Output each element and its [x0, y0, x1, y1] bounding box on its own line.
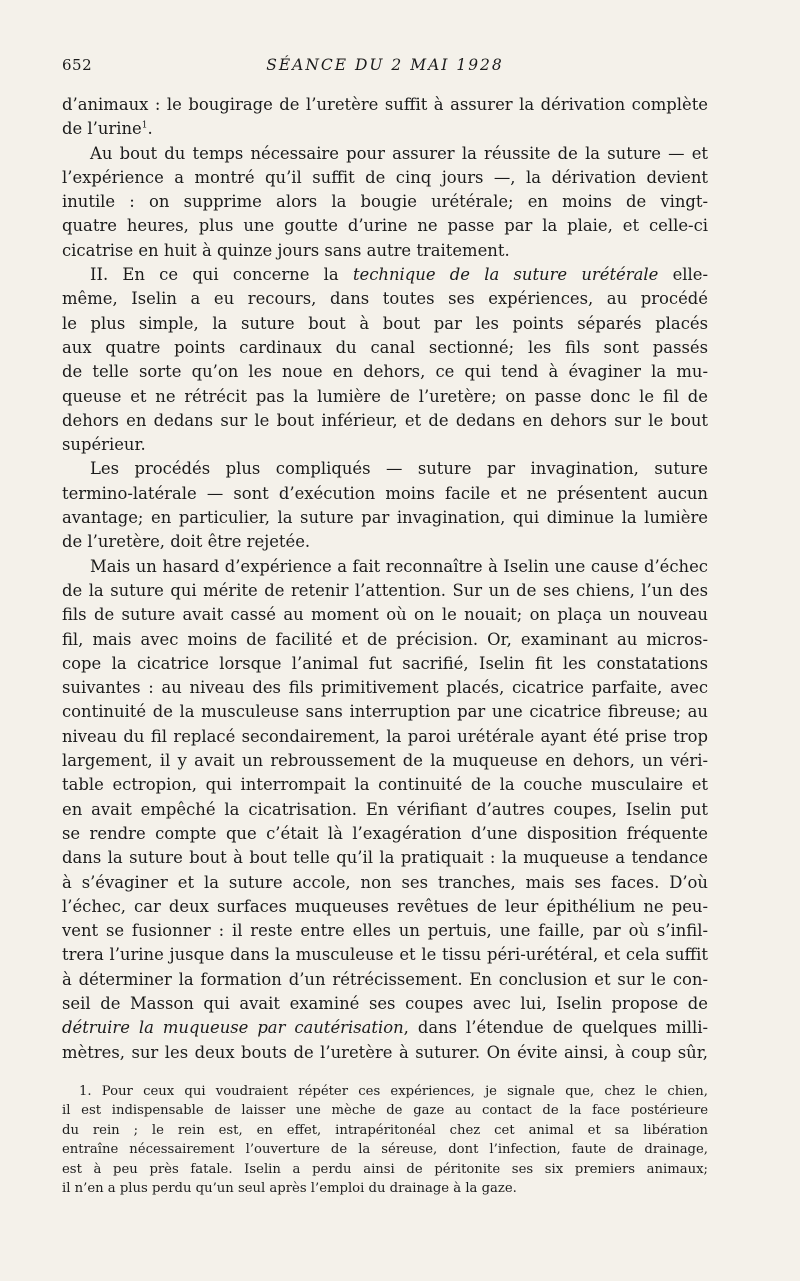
- text-line: même, Iselin a eu recours, dans toutes ses expériences, au procédé: [62, 289, 708, 309]
- text-line: fils de suture avait cassé au moment où on le nouait; on plaça un nouveau: [62, 605, 708, 625]
- text-line: de l’uretère, doit être rejetée.: [62, 532, 311, 552]
- text-line: quatre heures, plus une goutte d’urine ne passe par la plaie, et celle-ci: [62, 216, 708, 236]
- text-line: vent se fusionner : il reste entre elles un pertuis, une faille, par où s’infil-: [62, 921, 708, 941]
- text-line: de telle sorte qu’on les noue en dehors, ce qui tend à évaginer la mu-: [62, 362, 708, 382]
- text-line: avantage; en particulier, la suture par invagination, qui diminue la lumière: [62, 508, 708, 528]
- text-line: fil, mais avec moins de facilité et de précision. Or, examinant au micros-: [62, 629, 708, 649]
- text-line: en avait empêché la cicatrisation. En vérifiant d’autres coupes, Iselin put: [62, 799, 708, 819]
- text-line: à s’évaginer et la suture accole, non ses tranches, mais ses faces. D’où: [62, 872, 708, 892]
- footnote-line: il n’en a plus perdu qu’un seul après l’emploi du drainage à la gaze.: [62, 1180, 517, 1196]
- footnote-ref: 1: [141, 120, 148, 131]
- text-line: suivantes : au niveau des fils primitivement placés, cicatrice parfaite, avec: [62, 678, 708, 698]
- text-line: se rendre compte que c’était là l’exagération d’une disposition fréquente: [62, 823, 708, 843]
- text-line: largement, il y avait un rebroussement de la muqueuse en dehors, un véri-: [62, 751, 708, 771]
- page-number: 652: [62, 56, 93, 74]
- text-line: aux quatre points cardinaux du canal sectionné; les fils sont passés: [62, 337, 708, 357]
- text-line: trera l’urine jusque dans la musculeuse et le tissu péri-urétéral, et cela suffit: [62, 945, 708, 965]
- text-line: l’échec, car deux surfaces muqueuses revêtues de leur épithélium ne peu-: [62, 896, 708, 916]
- text-line: de la suture qui mérite de retenir l’attention. Sur un de ses chiens, l’un des: [62, 580, 708, 600]
- text-line: seil de Masson qui avait examiné ses coupes avec lui, Iselin propose de: [62, 993, 708, 1013]
- text-line: Mais un hasard d’expérience a fait reconnaître à Iselin une cause d’échec: [90, 556, 708, 576]
- text-line: Au bout du temps nécessaire pour assurer la réussite de la suture — et: [90, 143, 708, 163]
- body-text: [62, 93, 708, 1065]
- text-line: cope la cicatrice lorsque l’animal fut sacrifié, Iselin fit les constatations: [62, 653, 708, 673]
- footnote-line: il est indispensable de laisser une mèche de gaze au contact de la face postérieure: [62, 1103, 708, 1119]
- text-line: de l’urine$^1$.: [62, 119, 153, 139]
- text-line: le plus simple, la suture bout à bout par les points séparés placés: [62, 313, 708, 333]
- text-line: dehors en dedans sur le bout inférieur, et de dedans en dehors sur le bout: [62, 410, 708, 430]
- text-line: l’expérience a montré qu’il suffit de cinq jours —, la dérivation devient: [62, 167, 708, 187]
- text-line: détruire la muqueuse par cautérisation, dans l’étendue de quelques milli-: [62, 1018, 708, 1038]
- text-line: niveau du fil replacé secondairement, la paroi urétérale ayant été prise trop: [62, 726, 708, 746]
- footnote: [62, 1082, 708, 1198]
- text-line: II. En ce qui concerne la technique de la suture urétérale elle-: [90, 265, 708, 285]
- footnote-line: entraîne nécessairement l’ouverture de la séreuse, dont l’infection, faute de drainage,: [62, 1142, 708, 1158]
- footnote-line: est à peu près fatale. Iselin a perdu ainsi de péritonite ses six premiers animaux;: [62, 1161, 708, 1177]
- text-line: Les procédés plus compliqués — suture par invagination, suture: [90, 459, 708, 479]
- text-line: cicatrise en huit à quinze jours sans autre traitement.: [62, 240, 510, 260]
- text-line: queuse et ne rétrécit pas la lumière de l’uretère; on passe donc le fil de: [62, 386, 708, 406]
- text-line: dans la suture bout à bout telle qu’il la pratiquait : la muqueuse a tendance: [62, 848, 708, 868]
- text-line: table ectropion, qui interrompait la continuité de la couche musculaire et: [62, 775, 708, 795]
- text-line: d’animaux : le bougirage de l’uretère suffit à assurer la dérivation complète: [62, 95, 708, 114]
- text-line: continuité de la musculeuse sans interruption par une cicatrice fibreuse; au: [62, 702, 708, 722]
- page-header: [62, 56, 708, 80]
- text-line: mètres, sur les deux bouts de l’uretère à suturer. On évite ainsi, à coup sûr,: [62, 1042, 708, 1062]
- footnote-line: du rein ; le rein est, en effet, intrapéritonéal chez cet animal et sa libération: [62, 1122, 708, 1138]
- text-line: inutile : on supprime alors la bougie urétérale; en moins de vingt-: [62, 192, 708, 212]
- footnote-line: 1. Pour ceux qui voudraient répéter ces expériences, je signale que, chez le chien,: [79, 1084, 708, 1099]
- text-line: termino-latérale — sont d’exécution moins facile et ne présentent aucun: [62, 483, 708, 503]
- text-line: à déterminer la formation d’un rétrécissement. En conclusion et sur le con-: [62, 969, 708, 989]
- running-title: SÉANCE DU 2 MAI 1928: [266, 56, 504, 74]
- text-line: supérieur.: [62, 435, 146, 455]
